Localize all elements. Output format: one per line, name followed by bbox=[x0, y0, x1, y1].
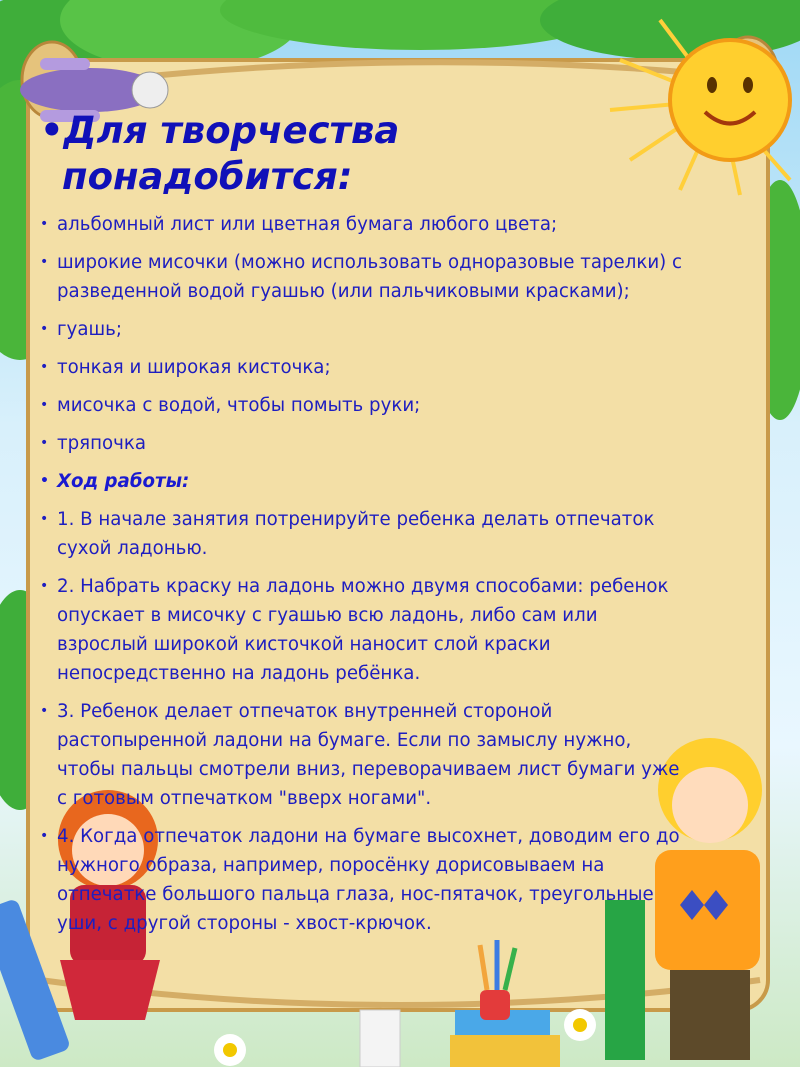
list-item: • широкие мисочки (можно использовать одноразовые тарелки) с разведенной водой гуашью (или пальчиковыми красками); bbox=[40, 248, 770, 306]
list-item: • гуашь; bbox=[40, 315, 770, 344]
step-item: • 1. В начале занятия потренируйте ребенка делать отпечаток сухой ладонью. bbox=[40, 505, 770, 563]
instructions-text bbox=[40, 108, 770, 947]
list-item: • альбомный лист или цветная бумага любого цвета; bbox=[40, 210, 770, 239]
list-item: • мисочка с водой, чтобы помыть руки; bbox=[40, 391, 770, 420]
step-item: • 3. Ребенок делает отпечаток внутренней стороной растопыренной ладони на бумаге. Если по замыслу нужно, чтобы пальцы смотрели вниз, переворачиваем лист бумаги уже с готовым отпечатком "вверх ногами". bbox=[40, 697, 770, 813]
list-item: • тонкая и широкая кисточка; bbox=[40, 353, 770, 382]
step-item: • 2. Набрать краску на ладонь можно двумя способами: ребенок опускает в мисочку с гуашью всю ладонь, либо сам или взрослый широкой кисточкой наносит слой краски непосредственно на ладонь ребёнка. bbox=[40, 572, 770, 688]
work-heading: • Ход работы: bbox=[40, 467, 770, 496]
step-item: • 4. Когда отпечаток ладони на бумаге высохнет, доводим его до нужного образа, например, поросёнку дорисовываем на отпечатке большого пальца глаза, нос-пятачок, треугольные уши, с другой стороны - хвост-крючок. bbox=[40, 822, 770, 938]
materials-heading: •Для творчества понадобится: bbox=[40, 109, 400, 198]
list-item: • тряпочка bbox=[40, 429, 770, 458]
